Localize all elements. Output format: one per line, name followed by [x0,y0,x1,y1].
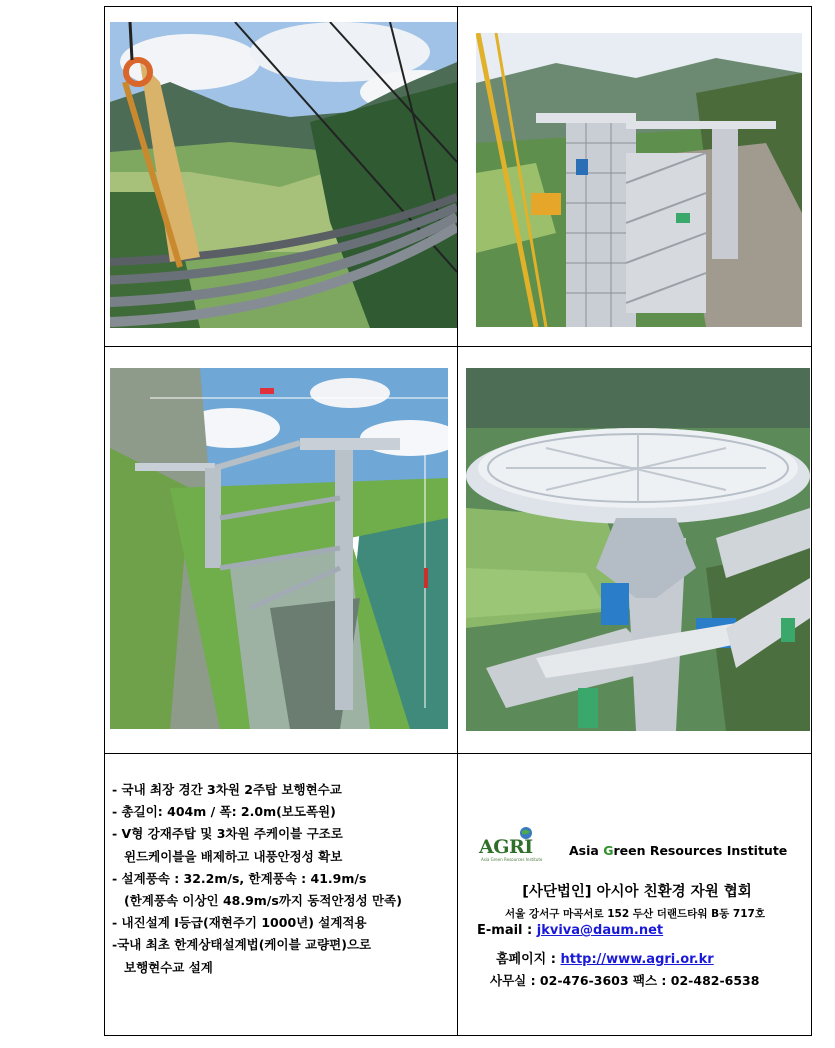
photo-cable-valley [110,22,457,328]
org-name-english: Asia Green Resources Institute [569,843,788,858]
org-address: 서울 강서구 마곡서로 152 두산 더랜드타워 B동 717호 [504,908,765,920]
spec-item: - V형 강재주탑 및 3차원 주케이블 구조로 [112,826,343,842]
spec-item: - 총길이: 404m / 폭: 2.0m(보도폭원) [112,804,336,820]
bridge-spec-list [112,779,452,979]
org-email: E-mail : jkviva@daum.net [477,923,664,938]
email-link[interactable]: jkviva@daum.net [536,923,664,938]
homepage-link[interactable]: http://www.agri.or.kr [560,952,714,967]
spec-item: 윈드케이블을 배제하고 내풍안정성 확보 [124,848,343,864]
agri-logo-subtitle: Asia Green Resources Institute [481,857,543,862]
org-phone-fax: 사무실 : 02-476-3603 팩스 : 02-482-6538 [490,973,760,988]
photo-circular-platform [466,368,810,731]
table-row-divider-1 [104,346,812,347]
org-name-korean: [사단법인] 아시아 친환경 자원 협회 [522,884,752,900]
table-column-divider [457,6,458,1036]
spec-item: (한계풍속 이상인 48.9m/s까지 동적안정성 만족) [124,893,402,909]
spec-item: - 내진설계 I등급(재현주기 1000년) 설계적용 [112,915,367,931]
org-homepage: 홈페이지 : http://www.agri.or.kr [496,952,714,967]
spec-item: -국내 최초 한계상태설계법(케이블 교량편)으로 [112,937,372,953]
spec-item: 보행현수교 설계 [124,959,213,975]
agri-logo-text: AGRI [479,836,533,858]
table-row-divider-2 [104,753,812,754]
photo-tower-construction [476,33,802,327]
spec-item: - 국내 최장 경간 3차원 2주탑 보행현수교 [112,782,342,797]
photo-bridge-rendering [110,368,448,729]
spec-item: - 설계풍속 : 32.2m/s, 한계풍속 : 41.9m/s [112,870,367,886]
